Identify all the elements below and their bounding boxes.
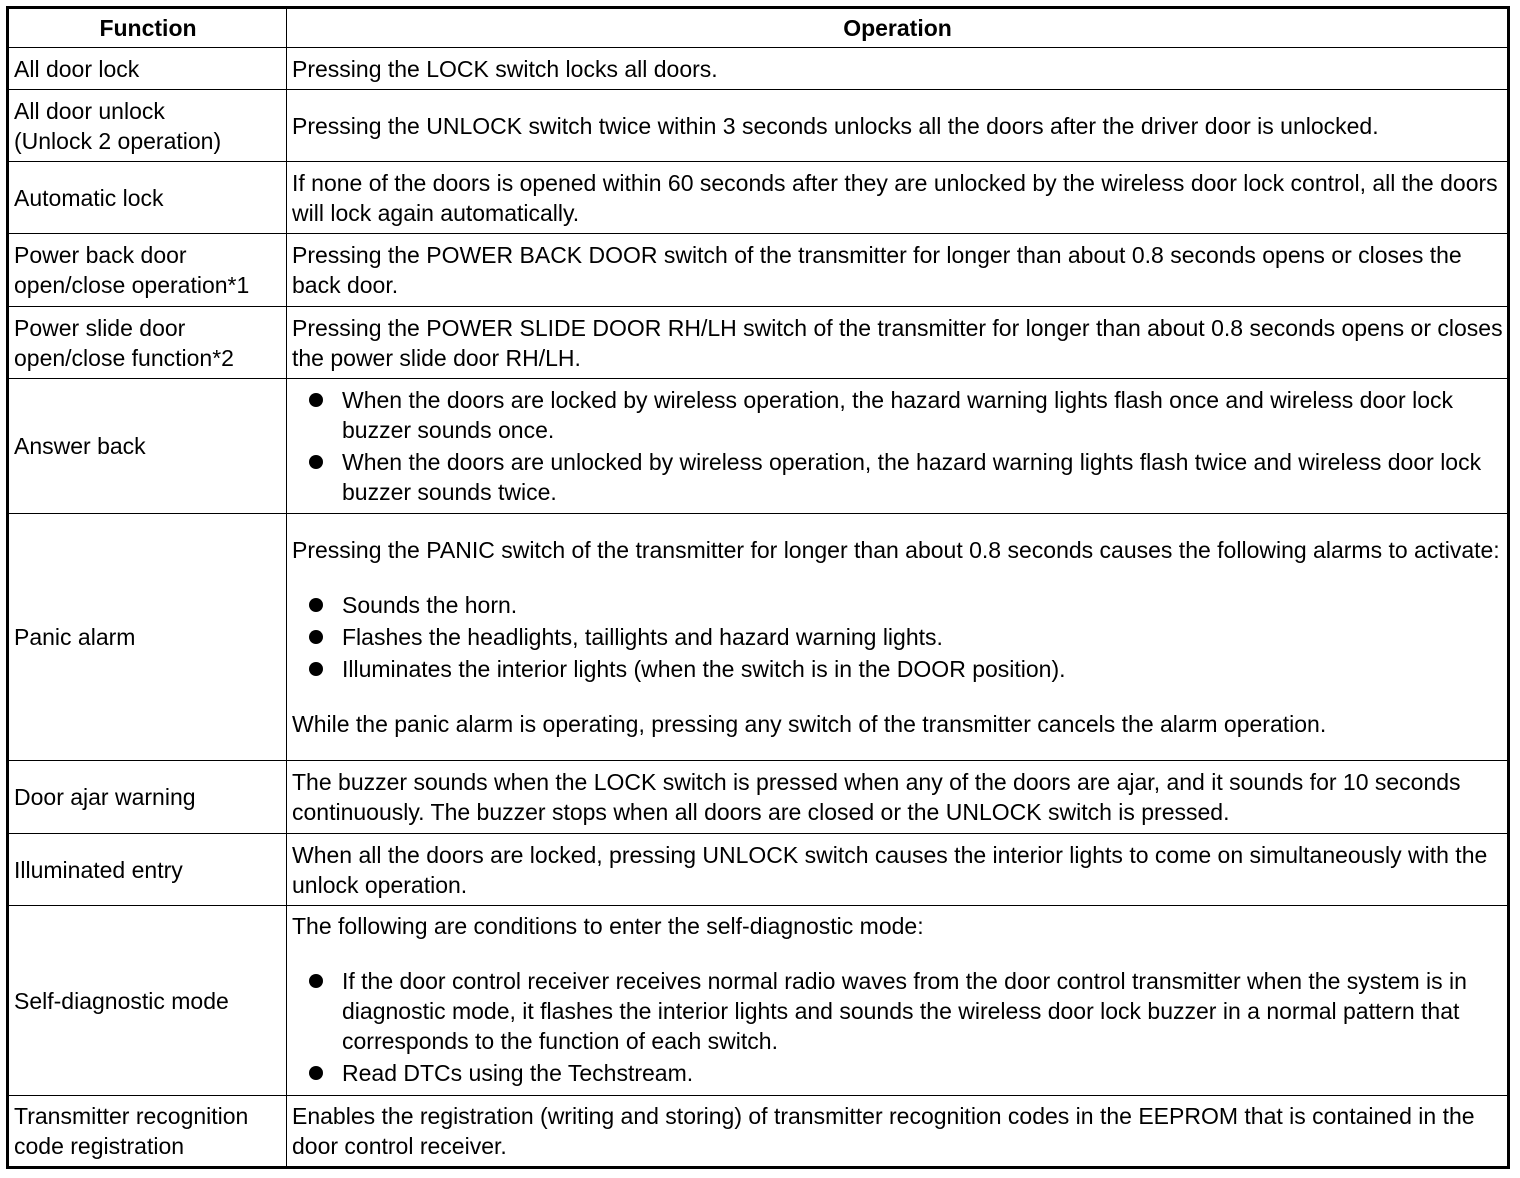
function-cell: All door lock xyxy=(8,48,287,90)
operation-cell: Enables the registration (writing and storing) of transmitter recognition codes in the EEPROM that is contained in the door control receiver. xyxy=(287,1096,1509,1168)
table-row xyxy=(8,307,1509,379)
bullet-dot-icon xyxy=(309,662,323,676)
bullet-dot-icon xyxy=(309,630,323,644)
header-operation: Operation xyxy=(287,8,1509,48)
list-item: Read DTCs using the Techstream. xyxy=(292,1058,1503,1088)
operation-cell: Pressing the POWER BACK DOOR switch of the transmitter for longer than about 0.8 seconds opens or closes the back door. xyxy=(287,234,1509,307)
operation-cell xyxy=(287,379,1509,514)
table-row xyxy=(8,162,1509,234)
function-cell: Transmitter recognition code registration xyxy=(8,1096,287,1168)
function-cell: Illuminated entry xyxy=(8,834,287,906)
table-row xyxy=(8,906,1509,1096)
operation-cell: Pressing the UNLOCK switch twice within 3 seconds unlocks all the doors after the driver door is unlocked. xyxy=(287,90,1509,162)
bullet-dot-icon xyxy=(309,598,323,612)
function-cell: Power back door open/close operation*1 xyxy=(8,234,287,307)
table-row xyxy=(8,379,1509,514)
table-row xyxy=(8,761,1509,834)
paragraph: The following are conditions to enter the self-diagnostic mode: xyxy=(292,913,924,939)
operation-cell: The buzzer sounds when the LOCK switch is pressed when any of the doors are ajar, and it sounds for 10 seconds continuously. The buzzer stops when all doors are closed or the UNLOCK switch is pressed. xyxy=(287,761,1509,834)
table-row xyxy=(8,834,1509,906)
list-item: When the doors are unlocked by wireless operation, the hazard warning lights flash twice and wireless door lock buzzer sounds twice. xyxy=(292,447,1503,507)
table-row xyxy=(8,234,1509,307)
table-row xyxy=(8,90,1509,162)
function-cell: Power slide door open/close function*2 xyxy=(8,307,287,379)
operation-cell xyxy=(287,514,1509,761)
bullet-dot-icon xyxy=(309,455,323,469)
table-row xyxy=(8,48,1509,90)
operation-cell: Pressing the POWER SLIDE DOOR RH/LH switch of the transmitter for longer than about 0.8 seconds opens or closes the power slide door RH/LH. xyxy=(287,307,1509,379)
list-item: When the doors are locked by wireless operation, the hazard warning lights flash once and wireless door lock buzzer sounds once. xyxy=(292,385,1503,445)
bullet-list xyxy=(292,966,1503,1088)
operation-cell: Pressing the LOCK switch locks all doors. xyxy=(287,48,1509,90)
function-cell: Panic alarm xyxy=(8,514,287,761)
bullet-dot-icon xyxy=(309,393,323,407)
list-item: Flashes the headlights, taillights and hazard warning lights. xyxy=(292,622,1503,652)
operation-cell: When all the doors are locked, pressing UNLOCK switch causes the interior lights to come on simultaneously with the unlock operation. xyxy=(287,834,1509,906)
operation-cell: If none of the doors is opened within 60 seconds after they are unlocked by the wireless door lock control, all the doors will lock again automatically. xyxy=(287,162,1509,234)
bullet-dot-icon xyxy=(309,974,323,988)
paragraph: Pressing the PANIC switch of the transmitter for longer than about 0.8 seconds causes the following alarms to activate: xyxy=(292,537,1500,563)
bullet-list xyxy=(292,590,1503,684)
table-row xyxy=(8,1096,1509,1168)
operation-cell xyxy=(287,906,1509,1096)
function-table xyxy=(6,6,1510,1169)
list-item: If the door control receiver receives normal radio waves from the door control transmitter when the system is in diagnostic mode, it flashes the interior lights and sounds the wireless door lock buzzer in a normal pattern that corresponds to the function of each switch. xyxy=(292,966,1503,1056)
function-cell: Door ajar warning xyxy=(8,761,287,834)
paragraph: While the panic alarm is operating, pressing any switch of the transmitter cancels the alarm operation. xyxy=(292,711,1327,737)
list-item: Illuminates the interior lights (when the switch is in the DOOR position). xyxy=(292,654,1503,684)
list-item: Sounds the horn. xyxy=(292,590,1503,620)
table-row xyxy=(8,514,1509,761)
bullet-dot-icon xyxy=(309,1066,323,1080)
header-function: Function xyxy=(8,8,287,48)
function-cell: Self-diagnostic mode xyxy=(8,906,287,1096)
function-cell: Automatic lock xyxy=(8,162,287,234)
header-row xyxy=(8,8,1509,48)
function-cell: All door unlock (Unlock 2 operation) xyxy=(8,90,287,162)
function-cell: Answer back xyxy=(8,379,287,514)
bullet-list xyxy=(292,385,1503,507)
